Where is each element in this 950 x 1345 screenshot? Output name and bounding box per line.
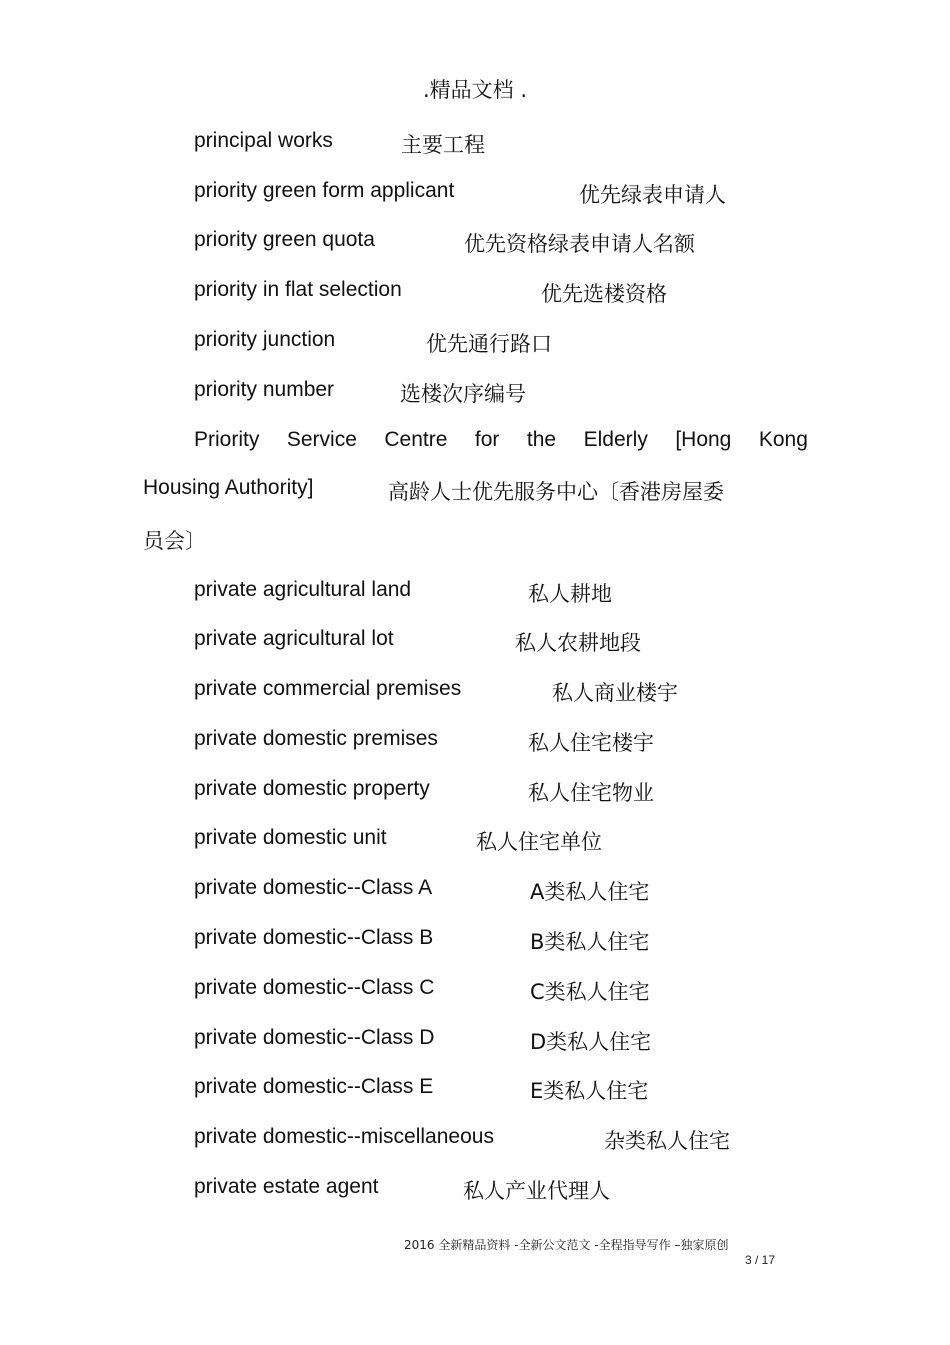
term-english: priority in flat selection [194, 278, 402, 301]
term-chinese: A类私人住宅 [530, 880, 650, 904]
term-chinese: C类私人住宅 [530, 980, 650, 1004]
word: Service [286, 428, 357, 451]
term-chinese: 主要工程 [401, 133, 485, 157]
term-english: priority number [194, 378, 335, 401]
term-english: private domestic premises [194, 727, 438, 750]
term-chinese: 选楼次序编号 [400, 382, 526, 406]
term-english: private domestic--Class E [194, 1075, 434, 1098]
word: [Hong [675, 428, 732, 451]
term-english: Housing Authority] [143, 476, 314, 499]
paragraph-line-1 [194, 428, 808, 452]
term-chinese: D类私人住宅 [530, 1030, 652, 1054]
term-chinese: 私人耕地 [528, 582, 612, 606]
term-english: private domestic--Class D [194, 1026, 435, 1049]
term-english: priority green form applicant [194, 179, 455, 202]
term-chinese: 私人农耕地段 [515, 631, 641, 655]
term-chinese: E类私人住宅 [530, 1079, 649, 1103]
word: Kong [758, 428, 808, 451]
page-footer: 2016 全新精品资料 -全新公文范文 -全程指导写作 –独家原创 [404, 1238, 729, 1252]
term-chinese: 优先选楼资格 [541, 282, 667, 306]
term-chinese: 私人住宅单位 [476, 830, 602, 854]
term-english: private commercial premises [194, 677, 462, 700]
term-english: private domestic--Class C [194, 976, 435, 999]
term-english: private domestic property [194, 777, 430, 800]
word: Centre [384, 428, 448, 451]
page-header: .精品文档 . [422, 78, 528, 102]
term-chinese: 优先资格绿表申请人名额 [464, 232, 695, 256]
term-english: private estate agent [194, 1175, 379, 1198]
term-english: private domestic unit [194, 826, 387, 849]
term-english: private domestic--miscellaneous [194, 1125, 494, 1148]
paragraph-line-3: 员会〕 [143, 529, 206, 553]
word: Elderly [583, 428, 648, 451]
term-chinese: B类私人住宅 [530, 930, 650, 954]
term-english: principal works [194, 129, 333, 152]
term-chinese: 私人商业楼宇 [552, 681, 678, 705]
word: the [526, 428, 557, 451]
word: Priority [194, 428, 260, 451]
term-english: priority junction [194, 328, 336, 351]
term-chinese: 私人住宅物业 [528, 781, 654, 805]
term-chinese: 杂类私人住宅 [604, 1129, 730, 1153]
term-english: private agricultural land [194, 578, 412, 601]
term-english: private agricultural lot [194, 627, 394, 650]
term-chinese: 优先通行路口 [426, 332, 552, 356]
word: for [474, 428, 500, 451]
term-english: private domestic--Class B [194, 926, 434, 949]
term-chinese: 私人产业代理人 [463, 1179, 610, 1203]
term-chinese: 私人住宅楼宇 [528, 731, 654, 755]
term-english: private domestic--Class A [194, 876, 433, 899]
term-chinese: 高龄人士优先服务中心〔香港房屋委 [388, 480, 724, 504]
page-number: 3 / 17 [745, 1253, 776, 1267]
term-english: priority green quota [194, 228, 375, 251]
paragraph-line-2 [143, 476, 724, 504]
term-chinese: 优先绿表申请人 [579, 183, 726, 207]
